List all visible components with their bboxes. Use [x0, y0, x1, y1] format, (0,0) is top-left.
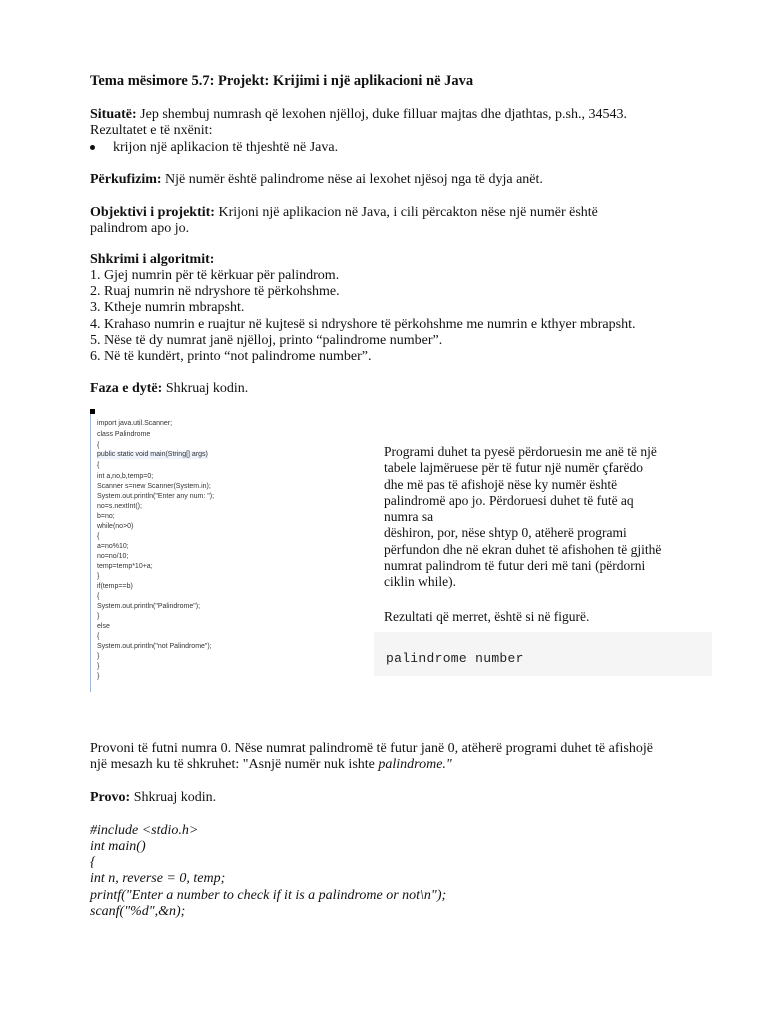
- paragraph-line: dhe më pas të afishojë nëse ky numër është: [384, 476, 618, 492]
- definition-label: Përkufizim:: [90, 172, 162, 187]
- java-code-screenshot: [90, 410, 373, 692]
- code-line: }: [97, 613, 100, 620]
- paragraph-line: përfundon dhe në ekran duhet të afishohen të gjithë: [384, 541, 662, 557]
- code-line: b=no;: [97, 513, 115, 520]
- result-output-image: [374, 632, 712, 676]
- code-line: no=s.nextInt();: [97, 503, 142, 510]
- phase-two-label: Faza e dytë:: [90, 381, 163, 396]
- c-code-line: #include <stdio.h>: [90, 823, 199, 838]
- algorithm-step: 1. Gjej numrin për të kërkuar për palindrom.: [90, 268, 340, 283]
- algorithm-step: 2. Ruaj numrin në ndryshore të përkohshme.: [90, 284, 340, 299]
- code-line: }: [97, 673, 100, 680]
- code-line: temp=temp*10+a;: [97, 563, 153, 570]
- c-code-line: scanf("%d",&n);: [90, 904, 186, 919]
- try-zero-italic: palindrome.": [378, 757, 452, 772]
- c-code-line: int main(): [90, 839, 146, 854]
- code-line: Scanner s=new Scanner(System.in);: [97, 483, 211, 490]
- code-line: if(temp==b): [97, 583, 133, 590]
- code-line: }: [97, 653, 100, 660]
- code-line: }: [97, 663, 100, 670]
- code-line: {: [97, 533, 100, 540]
- phase-two-text: Shkruaj kodin.: [162, 381, 249, 396]
- try-text: Shkruaj kodin.: [130, 790, 217, 805]
- objective-label: Objektivi i projektit:: [90, 205, 215, 220]
- try-label: Provo:: [90, 790, 131, 805]
- paragraph-line: ciklin while).: [384, 574, 456, 590]
- code-line: {: [97, 442, 100, 449]
- page-title: Tema mësimore 5.7: Projekt: Krijimi i një aplikacioni në Java: [90, 73, 474, 89]
- side-paragraph: [384, 444, 714, 591]
- try-zero-line: Provoni të futni numra 0. Nëse numrat palindromë të futur janë 0, atëherë programi duhet të afishojë: [90, 741, 653, 756]
- objective-text: Krijoni një aplikacion në Java, i cili përcakton nëse një numër është: [214, 205, 598, 220]
- code-line: else: [97, 623, 110, 630]
- definition-line: [90, 172, 543, 188]
- situation-text: Jep shembuj numrash që lexohen njëlloj, duke filluar majtas dhe djathtas, p.sh., 34543.: [136, 107, 627, 122]
- code-line: no=no/10;: [97, 553, 129, 560]
- bullet-icon: [90, 145, 95, 150]
- paragraph-line: Programi duhet ta pyesë përdoruesin me anë të një: [384, 444, 657, 459]
- code-line: System.out.println("not Palindrome");: [97, 643, 212, 650]
- algorithm-step: 5. Nëse të dy numrat janë njëlloj, printo “palindrome number”.: [90, 333, 443, 348]
- code-line: System.out.println("Palindrome");: [97, 603, 201, 610]
- c-code-line: {: [90, 855, 96, 870]
- phase-two-line: [90, 381, 248, 397]
- paragraph-line: numrat palindrom të futur deri më tani (përdorni: [384, 558, 646, 574]
- try-zero-text: një mesazh ku të shkruhet: "Asnjë numër nuk ishte: [90, 757, 379, 772]
- c-code-line: printf("Enter a number to check if it is a palindrome or not\n");: [90, 888, 447, 903]
- code-line: {: [97, 593, 100, 600]
- corner-marker: [90, 409, 95, 414]
- objective-line-2: palindrom apo jo.: [90, 221, 190, 236]
- code-line: int a,no,b,temp=0;: [97, 473, 154, 480]
- paragraph-line: palindromë apo jo. Përdoruesi duhet të futë aq: [384, 492, 634, 508]
- algorithm-step: 6. Në të kundërt, printo “not palindrome number”.: [90, 349, 372, 364]
- learning-results-label: Rezultatet e të nxënit:: [90, 123, 213, 138]
- code-line: {: [97, 633, 100, 640]
- try-line: [90, 790, 216, 806]
- paragraph-line: tabele lajmëruese për të futur një numër çfarëdo: [384, 460, 643, 476]
- bullet-item: [90, 140, 338, 156]
- code-line: }: [97, 573, 100, 580]
- code-line: public static void main(String[] args): [97, 451, 208, 458]
- algorithm-heading: Shkrimi i algoritmit:: [90, 252, 215, 267]
- algorithm-step: 4. Krahaso numrin e ruajtur në kujtesë si ndryshore të përkohshme me numrin e kthyer mbrapsht.: [90, 317, 636, 332]
- code-line: a=no%10;: [97, 543, 129, 550]
- algorithm-step: 3. Ktheje numrin mbrapsht.: [90, 300, 245, 315]
- code-line: while(no>0): [97, 523, 134, 530]
- code-line: {: [97, 462, 100, 469]
- result-output-text: palindrome number: [386, 651, 524, 666]
- situation-label: Situatë:: [90, 107, 137, 122]
- definition-text: Një numër është palindrome nëse ai lexohet njësoj nga të dyja anët.: [161, 172, 543, 187]
- paragraph-line: dëshiron, por, nëse shtyp 0, atëherë programi: [384, 525, 627, 541]
- try-zero-line-2: [90, 757, 452, 773]
- result-caption: Rezultati që merret, është si në figurë.: [384, 609, 590, 624]
- code-line: class Palindrome: [97, 431, 151, 438]
- objective-line: [90, 205, 598, 221]
- c-code-line: int n, reverse = 0, temp;: [90, 871, 226, 886]
- code-line: import java.util.Scanner;: [97, 420, 173, 427]
- paragraph-line: numra sa: [384, 509, 434, 525]
- code-line: System.out.println("Enter any num: ");: [97, 493, 215, 500]
- situation-line: [90, 107, 627, 123]
- bullet-text: krijon një aplikacion të thjeshtë në Java.: [113, 140, 339, 155]
